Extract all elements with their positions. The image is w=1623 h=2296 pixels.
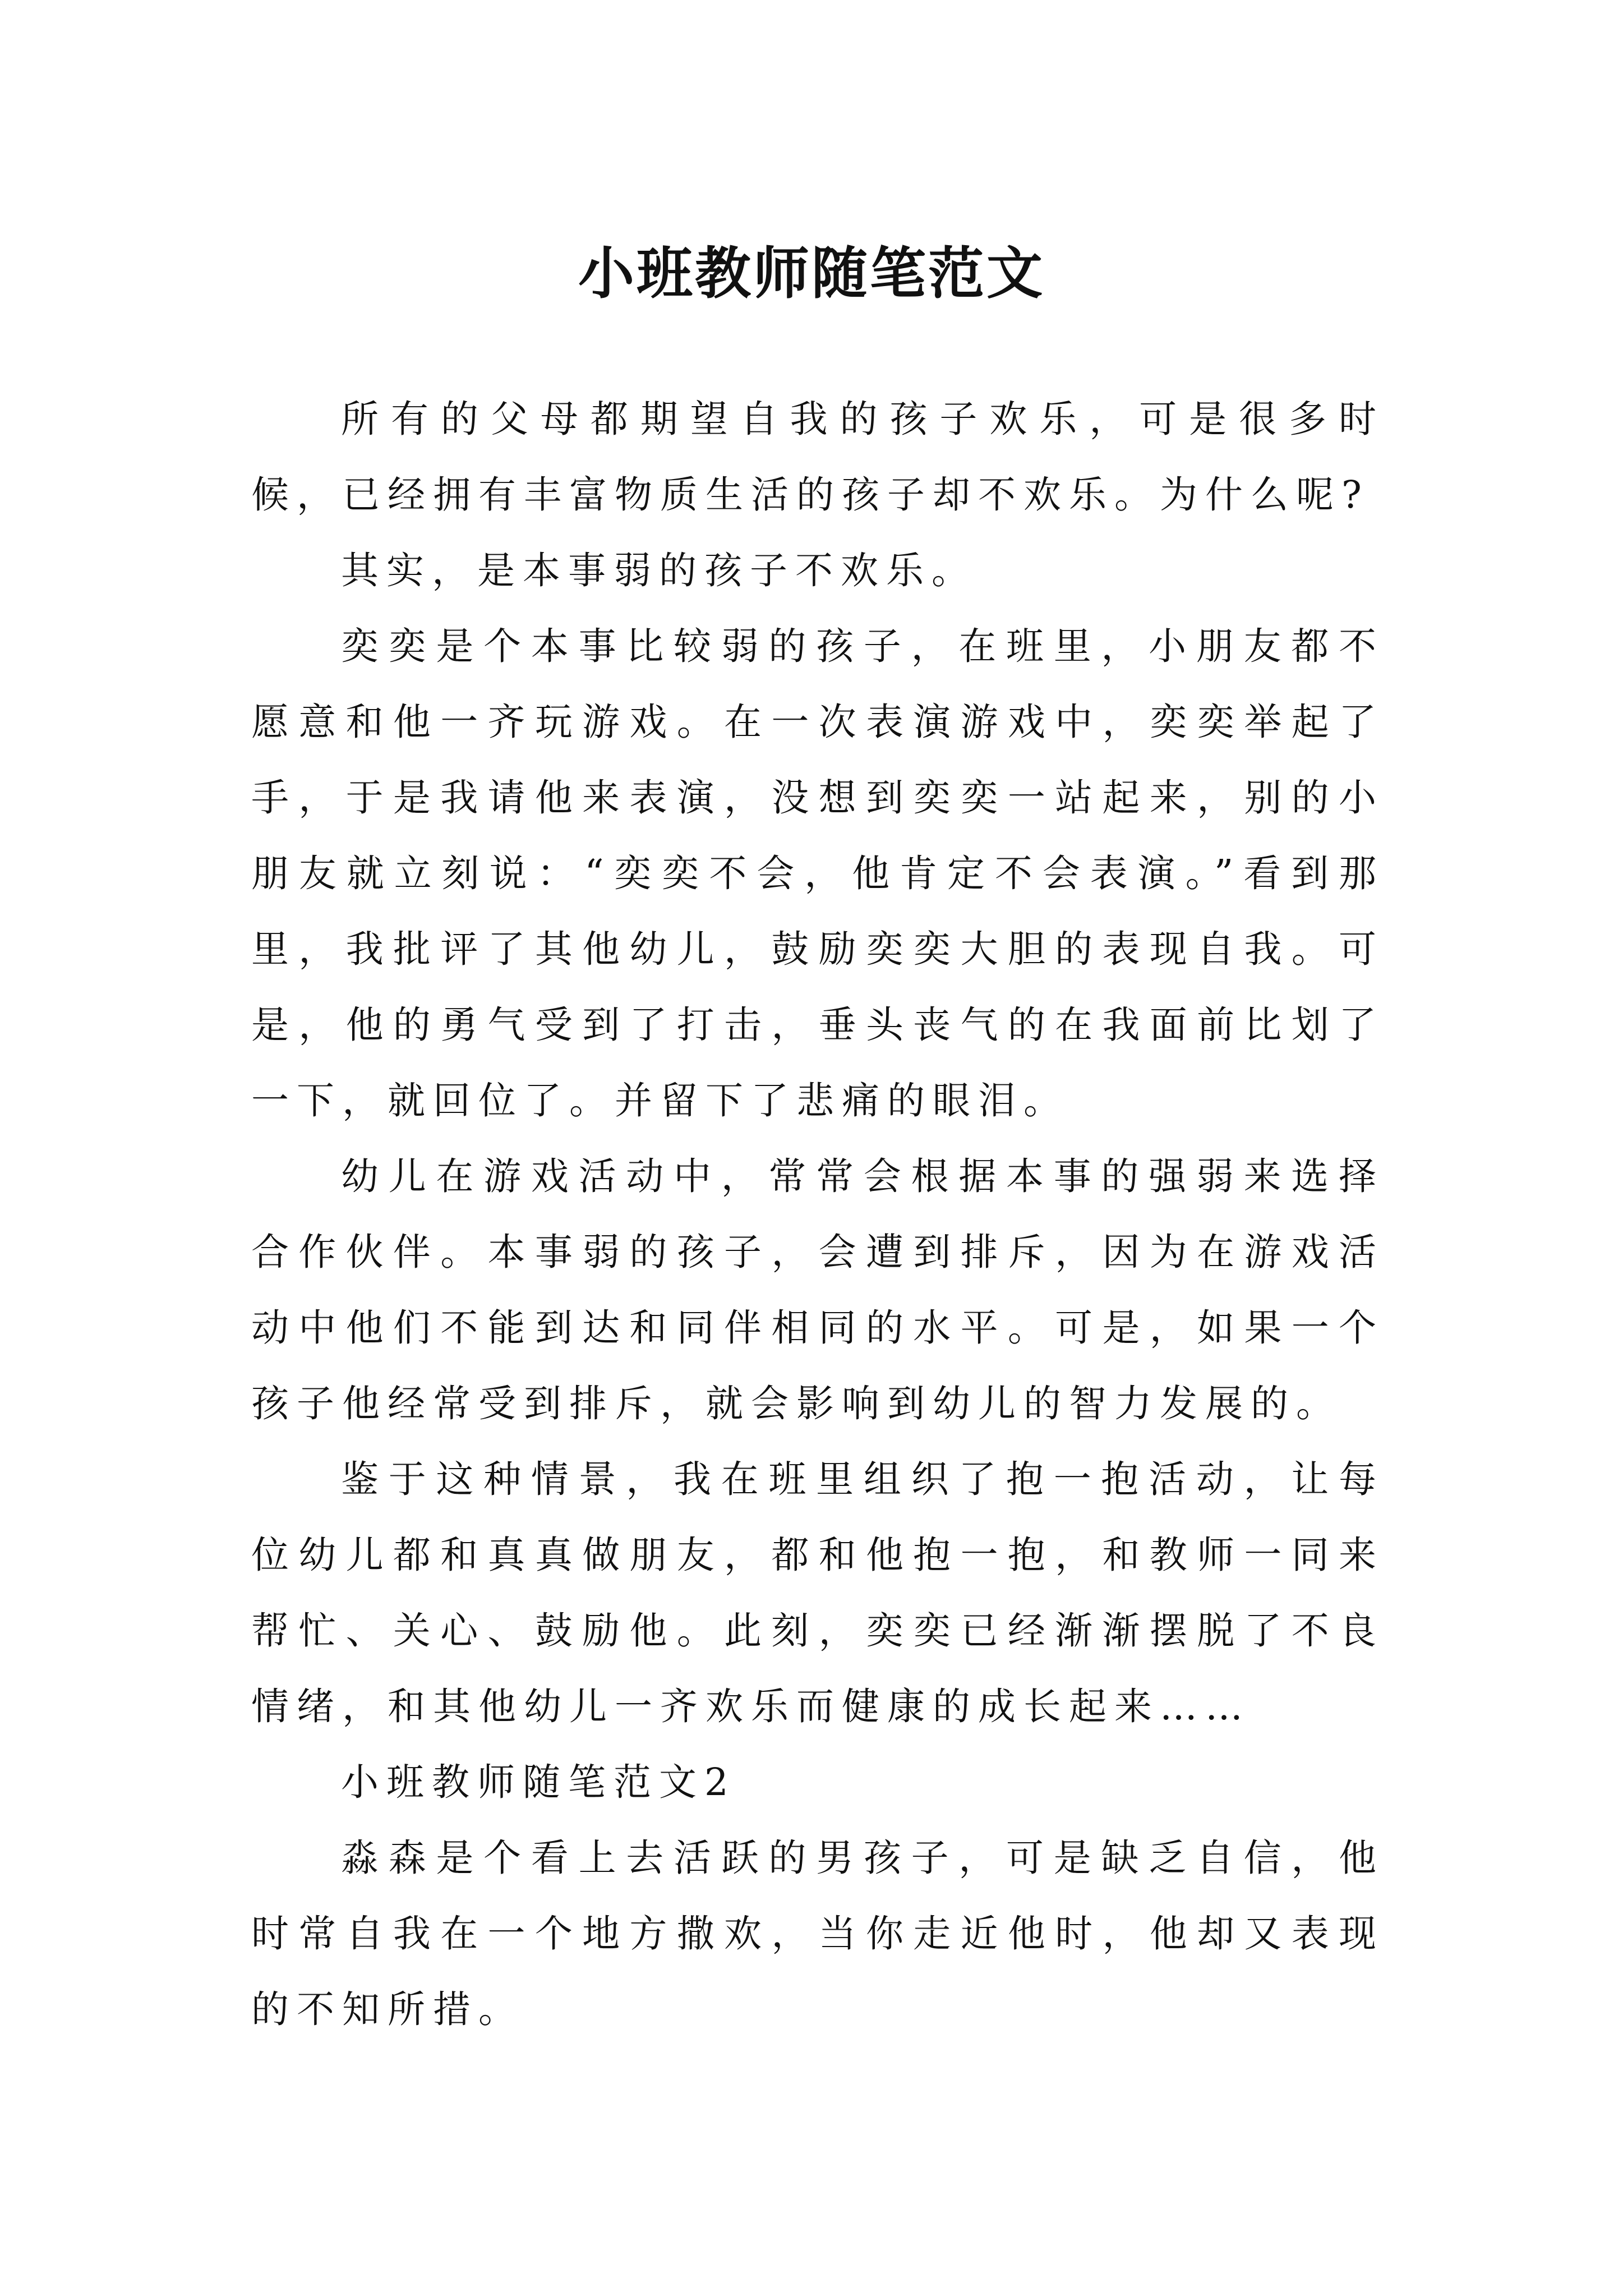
paragraph: 淼森是个看上去活跃的男孩子，可是缺乏自信，他时常自我在一个地方撒欢，当你走近他时，他却又表现的不知所措。 (251, 1836, 1384, 2031)
document-body (251, 381, 1384, 2047)
paragraph: 鉴于这种情景，我在班里组织了抱一抱活动，让每位幼儿都和真真做朋友，都和他抱一抱，和教师一同来帮忙、关心、鼓励他。此刻，奕奕已经渐渐摆脱了不良情绪，和其他幼儿一齐欢乐而健康的成长起来…… (251, 1457, 1384, 1728)
paragraph: 幼儿在游戏活动中，常常会根据本事的强弱来选择合作伙伴。本事弱的孩子，会遭到排斥，因为在游戏活动中他们不能到达和同伴相同的水平。可是，如果一个孩子他经常受到排斥，就会影响到幼儿的智力发展的。 (251, 1154, 1384, 1425)
section-heading: 小班教师随笔范文2 (341, 1760, 736, 1804)
paragraph: 所有的父母都期望自我的孩子欢乐，可是很多时候，已经拥有丰富物质生活的孩子却不欢乐。为什么呢? (251, 397, 1384, 517)
document-title: 小班教师随笔范文 (578, 240, 1045, 306)
paragraph: 其实，是本事弱的孩子不欢乐。 (341, 549, 977, 592)
paragraph: 奕奕是个本事比较弱的孩子，在班里，小朋友都不愿意和他一齐玩游戏。在一次表演游戏中，奕奕举起了手，于是我请他来表演，没想到奕奕一站起来，别的小朋友就立刻说：“奕奕不会，他肯定不会表演。”看到那里，我批评了其他幼儿，鼓励奕奕大胆的表现自我。可是，他的勇气受到了打击，垂头丧气的在我面前比划了一下，就回位了。并留下了悲痛的眼泪。 (251, 624, 1384, 1122)
